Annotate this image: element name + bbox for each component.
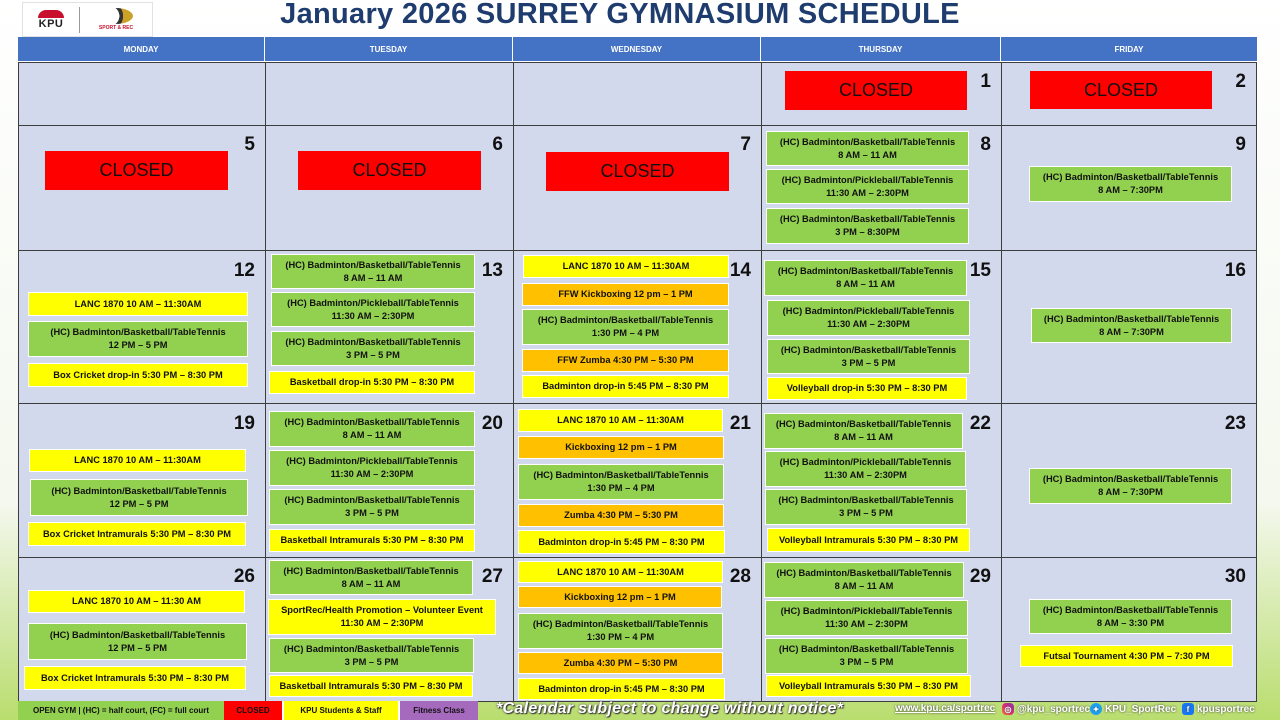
legend-bar <box>18 701 478 720</box>
open-gym-event: (HC) Badminton/Basketball/TableTennis 8 AM – 11 AM <box>764 260 967 296</box>
calendar-cell-jan-21[interactable] <box>513 403 762 558</box>
sportrec-logo <box>80 8 152 31</box>
date-number: 8 <box>980 134 991 155</box>
date-number: 6 <box>492 134 503 155</box>
calendar-cell-jan-23[interactable] <box>1001 403 1257 558</box>
fitness-class-event: Zumba 4:30 PM – 5:30 PM <box>518 504 724 527</box>
open-gym-event: (HC) Badminton/Basketball/TableTennis 12 PM – 5 PM <box>30 479 248 516</box>
students-event: Volleyball Intramurals 5:30 PM – 8:30 PM <box>766 675 971 697</box>
open-gym-event: (HC) Badminton/Pickleball/TableTennis 11:30 AM – 2:30PM <box>269 450 475 486</box>
calendar-cell-jan-14[interactable] <box>513 250 762 404</box>
open-gym-event: (HC) Badminton/Basketball/TableTennis 3 PM – 5 PM <box>269 638 474 673</box>
kpu-logo-text: KPU <box>38 17 64 30</box>
students-event: Box Cricket Intramurals 5:30 PM – 8:30 PM <box>28 522 246 546</box>
open-gym-event: (HC) Badminton/Basketball/TableTennis 3 PM – 5 PM <box>269 489 475 525</box>
date-number: 5 <box>244 134 255 155</box>
date-number: 22 <box>969 413 991 434</box>
closed-block: CLOSED <box>1030 71 1212 109</box>
fitness-class-event: FFW Zumba 4:30 PM – 5:30 PM <box>522 349 729 372</box>
open-gym-event: (HC) Badminton/Pickleball/TableTennis 11:30 AM – 2:30PM <box>765 600 968 636</box>
closed-block: CLOSED <box>45 151 228 190</box>
students-event: Basketball drop-in 5:30 PM – 8:30 PM <box>269 371 475 394</box>
calendar-cell-jan-29[interactable] <box>761 557 1002 702</box>
calendar-cell-jan-26[interactable] <box>18 557 266 702</box>
calendar-cell-jan-12[interactable] <box>18 250 266 404</box>
date-number: 19 <box>233 413 255 434</box>
legend-closed: CLOSED <box>224 701 282 720</box>
date-number: 20 <box>481 413 503 434</box>
date-number: 12 <box>233 260 255 281</box>
instagram-handle[interactable] <box>1002 703 1090 715</box>
legend-fitness-class: Fitness Class <box>398 701 478 720</box>
students-event: SportRec/Health Promotion – Volunteer Event 11:30 AM – 2:30PM <box>268 599 496 635</box>
open-gym-event: (HC) Badminton/Basketball/TableTennis 8 AM – 3:30 PM <box>1029 599 1232 634</box>
date-number: 21 <box>729 413 751 434</box>
students-event: Box Cricket drop-in 5:30 PM – 8:30 PM <box>28 363 248 387</box>
calendar-cell-jan-8[interactable] <box>761 125 1002 251</box>
open-gym-event: (HC) Badminton/Basketball/TableTennis 8 AM – 11 AM <box>764 562 964 598</box>
eagle-icon <box>99 8 133 24</box>
date-number: 30 <box>1224 566 1246 587</box>
kpu-wordmark <box>23 3 79 36</box>
students-event: LANC 1870 10 AM – 11:30AM <box>29 449 246 472</box>
facebook-icon: f <box>1182 703 1194 715</box>
open-gym-event: (HC) Badminton/Basketball/TableTennis 8 AM – 11 AM <box>269 560 473 595</box>
calendar-cell-jan-7[interactable] <box>513 125 762 251</box>
students-event: Box Cricket Intramurals 5:30 PM – 8:30 PM <box>24 666 246 690</box>
open-gym-event: (HC) Badminton/Basketball/TableTennis 8 AM – 11 AM <box>271 254 475 289</box>
students-event: Basketball Intramurals 5:30 PM – 8:30 PM <box>269 529 475 552</box>
instagram-icon: ◎ <box>1002 703 1014 715</box>
kpu-logo <box>22 2 153 37</box>
calendar-cell-jan-30[interactable] <box>1001 557 1257 702</box>
calendar-cell-jan-16[interactable] <box>1001 250 1257 404</box>
day-header-wednesday: WEDNESDAY <box>513 37 761 61</box>
open-gym-event: (HC) Badminton/Basketball/TableTennis 8 AM – 7:30PM <box>1031 308 1232 343</box>
fitness-class-event: Zumba 4:30 PM – 5:30 PM <box>518 652 723 674</box>
date-number: 27 <box>481 566 503 587</box>
open-gym-event: (HC) Badminton/Pickleball/TableTennis 11:30 AM – 2:30PM <box>271 292 475 327</box>
students-event: Volleyball Intramurals 5:30 PM – 8:30 PM <box>767 528 970 552</box>
day-header-tuesday: TUESDAY <box>265 37 513 61</box>
day-header-friday: FRIDAY <box>1001 37 1257 61</box>
open-gym-event: (HC) Badminton/Basketball/TableTennis 1:30 PM – 4 PM <box>522 309 729 345</box>
fitness-class-event: Kickboxing 12 pm – 1 PM <box>518 436 724 459</box>
students-event: LANC 1870 10 AM – 11:30AM <box>28 292 248 316</box>
calendar-cell-jan-5[interactable] <box>18 125 266 251</box>
calendar-cell-empty <box>18 62 266 126</box>
open-gym-event: (HC) Badminton/Basketball/TableTennis 12 PM – 5 PM <box>28 321 248 357</box>
date-number: 28 <box>729 566 751 587</box>
calendar-cell-jan-20[interactable] <box>265 403 514 558</box>
open-gym-event: (HC) Badminton/Basketball/TableTennis 8 AM – 7:30PM <box>1029 166 1232 202</box>
facebook-handle[interactable] <box>1182 703 1255 715</box>
open-gym-event: (HC) Badminton/Basketball/TableTennis 3 PM – 5 PM <box>271 331 475 366</box>
fitness-class-event: Kickboxing 12 pm – 1 PM <box>518 586 722 608</box>
open-gym-event: (HC) Badminton/Basketball/TableTennis 3 PM – 5 PM <box>767 339 970 374</box>
change-notice: *Calendar subject to change without notice* <box>496 700 844 717</box>
date-number: 16 <box>1224 260 1246 281</box>
kpu-wing-icon <box>38 10 64 18</box>
calendar-cell-jan-9[interactable] <box>1001 125 1257 251</box>
day-header-monday: MONDAY <box>18 37 265 61</box>
calendar-cell-empty <box>513 62 762 126</box>
twitter-handle[interactable] <box>1090 703 1176 715</box>
date-number: 9 <box>1235 134 1246 155</box>
date-number: 29 <box>969 566 991 587</box>
date-number: 26 <box>233 566 255 587</box>
calendar-cell-jan-6[interactable] <box>265 125 514 251</box>
open-gym-event: (HC) Badminton/Basketball/TableTennis 8 AM – 11 AM <box>764 413 963 449</box>
date-number: 7 <box>740 134 751 155</box>
date-number: 14 <box>729 260 751 281</box>
calendar-cell-empty <box>265 62 514 126</box>
open-gym-event: (HC) Badminton/Basketball/TableTennis 3 PM – 8:30PM <box>766 208 969 244</box>
students-event: Badminton drop-in 5:45 PM – 8:30 PM <box>522 375 729 398</box>
open-gym-event: (HC) Badminton/Pickleball/TableTennis 11:30 AM – 2:30PM <box>767 300 970 336</box>
date-number: 1 <box>980 71 991 92</box>
open-gym-event: (HC) Badminton/Basketball/TableTennis 3 PM – 5 PM <box>765 638 968 674</box>
calendar-cell-jan-15[interactable] <box>761 250 1002 404</box>
closed-block: CLOSED <box>546 152 729 191</box>
calendar-cell-jan-22[interactable] <box>761 403 1002 558</box>
open-gym-event: (HC) Badminton/Pickleball/TableTennis 11:30 AM – 2:30PM <box>766 169 969 204</box>
twitter-icon: ✦ <box>1090 703 1102 715</box>
date-number: 2 <box>1235 71 1246 92</box>
website-link[interactable] <box>895 703 995 714</box>
students-event: LANC 1870 10 AM – 11:30AM <box>518 561 723 583</box>
students-event: LANC 1870 10 AM – 11:30AM <box>518 409 723 432</box>
open-gym-event: (HC) Badminton/Basketball/TableTennis 8 AM – 11 AM <box>269 411 475 447</box>
closed-block: CLOSED <box>785 71 967 110</box>
calendar-cell-jan-19[interactable] <box>18 403 266 558</box>
open-gym-event: (HC) Badminton/Basketball/TableTennis 1:30 PM – 4 PM <box>518 464 724 500</box>
students-event: Volleyball drop-in 5:30 PM – 8:30 PM <box>767 377 967 400</box>
open-gym-event: (HC) Badminton/Pickleball/TableTennis 11:30 AM – 2:30PM <box>765 451 966 487</box>
date-number: 15 <box>969 260 991 281</box>
calendar-cell-jan-1[interactable] <box>761 62 1002 126</box>
calendar-cell-jan-2[interactable] <box>1001 62 1257 126</box>
date-number: 23 <box>1224 413 1246 434</box>
calendar-cell-jan-13[interactable] <box>265 250 514 404</box>
sportrec-logo-text: SPORT & REC <box>98 25 134 31</box>
open-gym-event: (HC) Badminton/Basketball/TableTennis 1:30 PM – 4 PM <box>518 613 723 649</box>
open-gym-event: (HC) Badminton/Basketball/TableTennis 3 PM – 5 PM <box>765 489 967 525</box>
website-link-text: www.kpu.ca/sportrec <box>895 703 996 714</box>
students-event: Badminton drop-in 5:45 PM – 8:30 PM <box>518 530 725 554</box>
page-title: January 2026 SURREY GYMNASIUM SCHEDULE <box>280 0 960 30</box>
closed-block: CLOSED <box>298 151 481 190</box>
instagram-handle-text: @kpu_sportrec <box>1017 703 1091 715</box>
facebook-handle-text: kpusportrec <box>1197 703 1255 715</box>
day-header-thursday: THURSDAY <box>761 37 1001 61</box>
legend-students-staff: KPU Students & Staff <box>282 701 398 720</box>
students-event: LANC 1870 10 AM – 11:30AM <box>523 255 729 278</box>
date-number: 13 <box>481 260 503 281</box>
open-gym-event: (HC) Badminton/Basketball/TableTennis 12 PM – 5 PM <box>28 623 247 660</box>
students-event: Basketball Intramurals 5:30 PM – 8:30 PM <box>269 675 473 697</box>
students-event: Badminton drop-in 5:45 PM – 8:30 PM <box>518 678 725 700</box>
calendar-cell-jan-27[interactable] <box>265 557 514 702</box>
open-gym-event: (HC) Badminton/Basketball/TableTennis 8 AM – 7:30PM <box>1029 468 1232 504</box>
open-gym-event: (HC) Badminton/Basketball/TableTennis 8 AM – 11 AM <box>766 131 969 166</box>
legend-open-gym: OPEN GYM | (HC) = half court, (FC) = full court <box>18 701 224 720</box>
fitness-class-event: FFW Kickboxing 12 pm – 1 PM <box>522 283 729 306</box>
twitter-handle-text: KPU_SportRec <box>1105 703 1177 715</box>
students-event: LANC 1870 10 AM – 11:30 AM <box>28 590 245 613</box>
calendar-cell-jan-28[interactable] <box>513 557 762 702</box>
students-event: Futsal Tournament 4:30 PM – 7:30 PM <box>1020 645 1233 667</box>
